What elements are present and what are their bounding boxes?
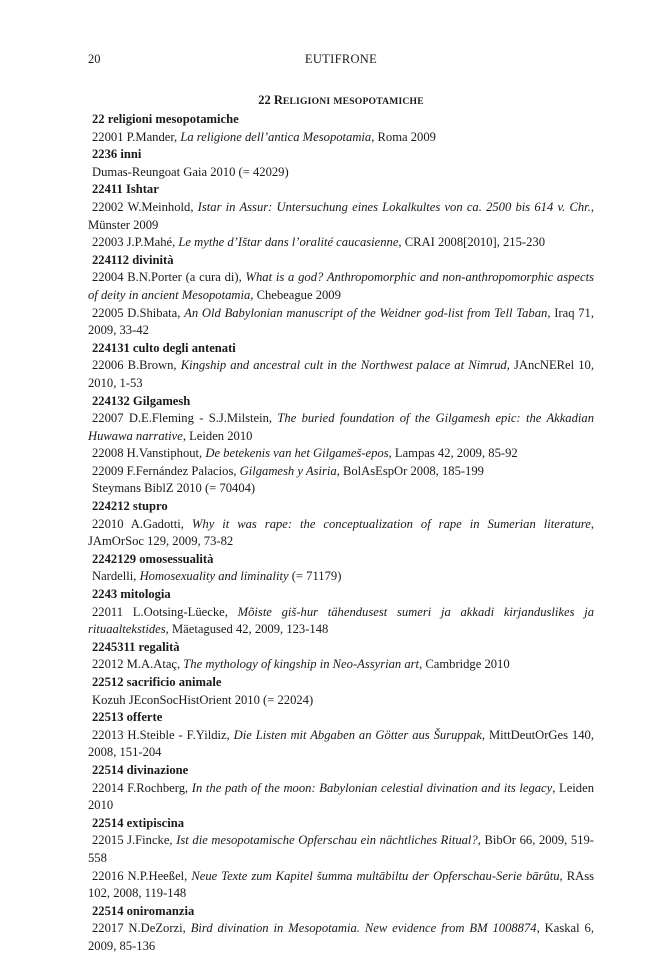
bibliography-entry: [88, 357, 594, 392]
entry-title: De betekenis van het Gilgameš-epos: [205, 446, 389, 461]
running-title: EUTIFRONE: [304, 52, 378, 66]
entry-author: 22003 J.P.Mahé,: [92, 235, 179, 250]
entry-author: 22013 H.Steible - F.Yildiz,: [92, 727, 234, 742]
entry-publication: , CRAI 2008[2010], 215-230: [398, 235, 545, 250]
category-heading: 22512 sacrificio animale: [92, 675, 222, 689]
section-title-word2: MESOPOTAMICHE: [333, 96, 424, 107]
entry-author: 22017 N.DeZorzi,: [92, 921, 191, 936]
entry-publication: , BolAsEspOr 2008, 185-199: [336, 463, 484, 478]
category-heading: 22514 oniromanzia: [92, 903, 195, 918]
section-number: 22: [258, 93, 271, 107]
section-title: [88, 93, 594, 108]
entry-author: Steymans BiblZ 2010 (= 70404): [92, 481, 256, 496]
entry-title: Le mythe d’Ištar dans l’oralité caucasienne: [178, 235, 399, 250]
bibliography-entry: [88, 463, 594, 481]
category-heading: 2243 mitologia: [92, 587, 171, 602]
bibliography-entry: [88, 199, 594, 234]
entry-title: Neue Texte zum Kapitel šumma multābiltu der Opferschau-Serie bārûtu: [191, 868, 560, 883]
entry-publication: , JAmOrSoc 129, 2009, 73-82: [88, 516, 594, 549]
entry-title: Mõiste giš-hur tähendusest sumeri ja akkadi kirjanduslikes ja rituaaltekstides: [88, 604, 595, 637]
entry-publication: , RAss 102, 2008, 119-148: [88, 868, 594, 901]
entry-title: Gilgamesh y Asiria: [239, 463, 337, 478]
bibliography-entry: [88, 727, 594, 762]
category-heading: 2236 inni: [92, 147, 142, 162]
page-header: [88, 52, 594, 70]
category-heading: 22513 offerte: [92, 710, 163, 725]
entry-author: 22006 B.Brown,: [92, 358, 181, 373]
category-heading: 22 religioni mesopotamiche: [92, 112, 239, 126]
entry-author: 22001 P.Mander,: [92, 129, 181, 144]
entry-author: 22014 F.Rochberg,: [92, 780, 192, 795]
category-heading: 2242129 omosessualità: [92, 551, 214, 566]
bibliography-entry: [88, 868, 594, 903]
entry-publication: , Lampas 42, 2009, 85-92: [388, 446, 518, 461]
entry-author: 22012 M.A.Ataç,: [92, 657, 184, 672]
entry-publication: , Roma 2009: [371, 129, 436, 144]
entry-author: Nardelli,: [92, 569, 140, 584]
bibliography-entry: [88, 445, 594, 463]
entry-title: Die Listen mit Abgaben an Götter aus Šuruppak: [233, 727, 482, 742]
entry-title: Why it was rape: the conceptualization of rape in Sumerian literature: [191, 516, 591, 531]
bibliography-entry: [88, 656, 594, 674]
category-heading: 2245311 regalità: [92, 639, 180, 654]
entry-author: Dumas-Reungoat Gaia 2010 (= 42029): [92, 164, 289, 179]
bibliography-entry: [88, 410, 594, 445]
bibliography-entry: [88, 305, 594, 340]
page-number: 20: [88, 52, 101, 66]
bibliography-entry: [88, 604, 594, 639]
entry-author: 22002 W.Meinhold,: [92, 199, 198, 214]
entry-publication: (= 71179): [288, 569, 342, 584]
entry-title: Bird divination in Mesopotamia. New evidence from BM 1008874: [190, 921, 537, 936]
entry-publication: , Cambridge 2010: [419, 657, 510, 672]
entry-publication: , Leiden 2010: [182, 428, 253, 443]
entry-author: 22010 A.Gadotti,: [92, 516, 192, 531]
bibliography-entry: [88, 129, 594, 147]
entry-title: In the path of the moon: Babylonian celestial divination and its legacy: [191, 780, 553, 795]
section-title-initial: R: [273, 93, 283, 107]
entry-title: Ist die mesopotamische Opferschau ein nächtliches Ritual?: [176, 833, 478, 848]
entry-publication: , Mäetagused 42, 2009, 123-148: [165, 622, 329, 637]
entry-author: 22007 D.E.Fleming - S.J.Milstein,: [92, 411, 278, 426]
entry-author: 22011 L.Ootsing-Lüecke,: [92, 604, 238, 619]
category-heading: 224131 culto degli antenati: [92, 340, 236, 355]
bibliography-entry: [88, 164, 594, 182]
bibliography-entry: [88, 780, 594, 815]
entry-title: Istar in Assur: Untersuchung eines Lokalkultes von ca. 2500 bis 614 v. Chr.: [197, 199, 591, 214]
category-heading: 22514 divinazione: [92, 762, 189, 777]
entry-title: Homosexuality and liminality: [139, 569, 289, 584]
entry-title: La religione dell’antica Mesopotamia: [180, 129, 372, 144]
category-heading: 22411 Ishtar: [92, 182, 159, 197]
entry-publication: , MittDeutOrGes 140, 2008, 151-204: [88, 727, 594, 760]
bibliography-entry: [88, 832, 594, 867]
bibliography-entry: [88, 692, 594, 710]
entry-title: Kingship and ancestral cult in the Northwest palace at Nimrud: [180, 358, 507, 373]
entry-publication: , JAncNERel 10, 2010, 1-53: [88, 358, 594, 390]
entry-title: An Old Babylonian manuscript of the Weidner god-list from Tell Taban: [184, 305, 548, 320]
entry-publication: , Leiden 2010: [88, 780, 594, 813]
entry-author: Kozuh JEconSocHistOrient 2010 (= 22024): [92, 692, 314, 707]
entry-title: The mythology of kingship in Neo-Assyrian art: [183, 657, 420, 672]
entry-title: What is a god? Anthropomorphic and non-anthropomorphic aspects of deity in ancient Mesopotamia: [88, 270, 594, 302]
bibliography-entry: [88, 516, 594, 551]
entry-author: 22005 D.Shibata,: [92, 305, 185, 320]
category-heading: 224112 divinità: [92, 252, 174, 267]
category-heading: 224132 Gilgamesh: [92, 393, 191, 408]
bibliography-entry: [88, 480, 594, 498]
entry-publication: , Münster 2009: [88, 199, 594, 232]
entry-publication: , Iraq 71, 2009, 33-42: [88, 305, 594, 338]
entry-publication: , Kaskal 6, 2009, 85-136: [88, 921, 594, 953]
bibliography-entry: [88, 568, 594, 586]
entry-author: 22008 H.Vanstiphout,: [92, 446, 206, 461]
category-heading: 22514 extipiscina: [92, 815, 185, 830]
entry-author: 22016 N.P.Heeßel,: [92, 868, 192, 883]
entry-author: 22009 F.Fernández Palacios,: [92, 463, 240, 478]
category-heading: 224212 stupro: [92, 499, 168, 514]
entry-publication: , BibOr 66, 2009, 519-558: [88, 833, 595, 865]
section-title-word1-rest: ELIGIONI: [282, 96, 331, 107]
entry-author: 22015 J.Fincke,: [92, 833, 177, 848]
bibliography-entry: [88, 234, 594, 252]
bibliography-list: [88, 111, 594, 956]
entry-title: The buried foundation of the Gilgamesh epic: the Akkadian Huwawa narrative: [88, 411, 594, 443]
entry-author: 22004 B.N.Porter (a cura di),: [92, 270, 246, 285]
entry-publication: , Chebeague 2009: [250, 287, 341, 302]
bibliography-entry: [88, 920, 594, 955]
bibliography-entry: [88, 269, 594, 304]
